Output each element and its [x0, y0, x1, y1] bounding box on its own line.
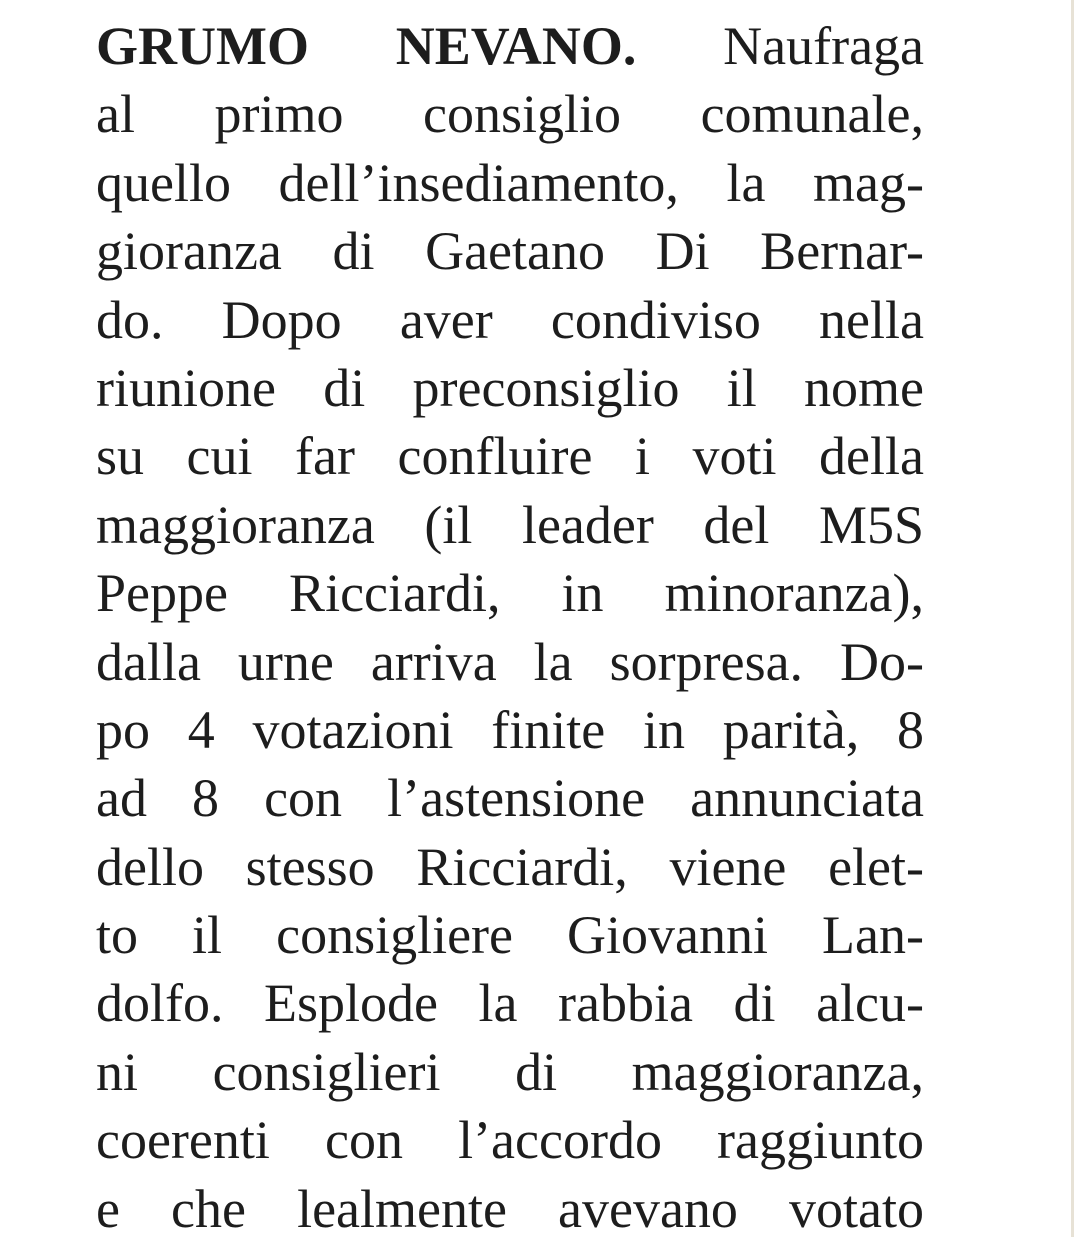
article-line-7: su cui far confluire i voti della: [96, 426, 924, 487]
article-line-12: ad 8 con l’astensione annunciata: [96, 768, 924, 829]
article-line-4: gioranza di Gaetano Di Bernar-: [96, 221, 924, 282]
article-line-2: al primo consiglio comunale,: [96, 84, 924, 145]
article-line-11: po 4 votazioni finite in parità, 8: [96, 699, 924, 760]
article-line-9: Peppe Ricciardi, in minoranza),: [96, 563, 924, 624]
article-line-18: e che lealmente avevano votato: [96, 1178, 924, 1239]
first-line-text: Naufraga: [723, 16, 924, 76]
dateline: GRUMO NEVANO.: [96, 16, 637, 76]
article-line-6: riunione di preconsiglio il nome: [96, 357, 924, 418]
article-line-5: do. Dopo aver condiviso nella: [96, 289, 924, 350]
article-line-13: dello stesso Ricciardi, viene elet-: [96, 836, 924, 897]
article-line-1: [96, 12, 924, 80]
article-line-14: to il consigliere Giovanni Lan-: [96, 905, 924, 966]
article-line-16: ni consiglieri di maggioranza,: [96, 1041, 924, 1102]
article-line-17: coerenti con l’accordo raggiunto: [96, 1110, 924, 1171]
article-line-10: dalla urne arriva la sorpresa. Do-: [96, 631, 924, 692]
article-body: [96, 12, 924, 1243]
article-line-3: quello dell’insediamento, la mag-: [96, 152, 924, 213]
article-line-8: maggioranza (il leader del M5S: [96, 494, 924, 555]
article-line-15: dolfo. Esplode la rabbia di alcu-: [96, 973, 924, 1034]
column-divider: [1071, 0, 1074, 1237]
